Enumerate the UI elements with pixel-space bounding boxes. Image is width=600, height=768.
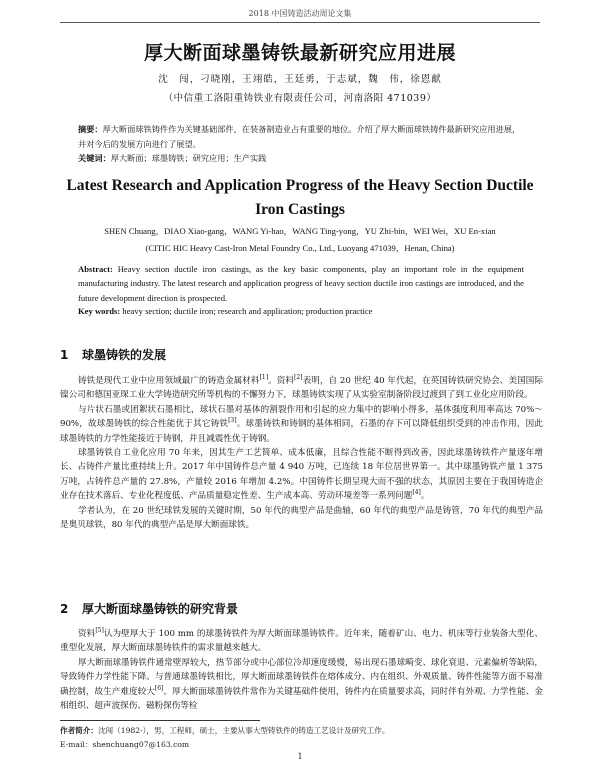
footnote-author-text: 沈闯（1982-），男，工程师，硕士，主要从事大型铸铁件的铸造工艺设计及研究工作。	[97, 726, 390, 735]
text-run: 。	[420, 491, 430, 502]
text-run: 。资料	[268, 376, 295, 386]
citation: [6]	[154, 684, 164, 692]
section-2-body	[60, 627, 543, 713]
email-link[interactable]: shenchuang07@163.com	[92, 740, 190, 749]
section-2-paragraph	[60, 627, 543, 656]
section-1-paragraph	[60, 504, 543, 533]
section-2-number: 2	[60, 602, 69, 616]
abstract-cn-text: 厚大断面球铁铸件作为关键基础部件，在装备制造业占有重要的地位。介绍了厚大断面球铁铸件最新研究应用进展，并对今后的发展方向进行了展望。	[78, 124, 521, 149]
section-1-title: 球墨铸铁的发展	[82, 348, 167, 362]
abstract-english	[78, 262, 524, 305]
title-english: Latest Research and Application Progress of the Heavy Section Ductile Iron Castings	[66, 177, 534, 218]
affiliation-english: (CITIC HIC Heavy Cast-Iron Metal Foundry Co., Ltd., Luoyang 471039，Henan, China)	[145, 243, 455, 253]
keywords-chinese	[78, 153, 524, 164]
abstract-en-label: Abstract:	[78, 264, 113, 274]
authors-chinese: 沈 闯，刁晓刚，王翊皓，王廷勇，于志斌，魏 伟，徐恩献	[158, 74, 442, 85]
text-run: 表明，自 20 世纪 40 年代起，在英国铸铁研究协会、美国国际镍公司和德国亚琛工业大学铸造研究所等机构的不懈努力下，球墨铸铁实现了从实验室制备阶段过渡到了到工业化应用阶段。	[60, 376, 543, 401]
text-run: 铸铁是现代工业中应用领域最广的铸造金属材料	[78, 376, 260, 386]
abstract-en-text: Heavy section ductile iron castings, as the key basic components, play an important role in the equipment manufacturing industry. The latest research and application progress of heavy section ductile iron castings are introduced, and the future development direction is prospected.	[78, 264, 524, 303]
keywords-en-label: Key words:	[78, 306, 121, 316]
text-run: 厚大断面球墨铸铁件通常壁厚较大，热节部分或中心部位冷却速度缓慢，易出现石墨球畸变、球化衰退、元素偏析等缺陷，导致铸件力学性能下降。与普通球墨铸铁相比，厚大断面球墨铸铁件在熔体成分、内在组织、外观质量、铸件性能等方面不易准确控制，故生产难度较大	[60, 657, 543, 697]
page-number: 1	[297, 752, 303, 761]
abstract-chinese	[78, 122, 524, 152]
text-run: 。厚大断面球墨铸铁件常作为关键基础件使用，铸件内在质量要求高，同时伴有外观、力学性能、金相组织、超声波探伤、磁粉探伤等检	[60, 686, 543, 712]
text-run: 球墨铸铁自工业化应用 70 年来，因其生产工艺简单、成本低廉，且综合性能不断得到改善，因此球墨铸铁件产量逐年增长、占铸件产量比重持续上升。2017 年中国铸件总产量 4 940 万吨，已连续 18 年位居世界第一。其中球墨铸铁产量 1 375 万吨，占铸件总产量的 27.8%，产量较 2016 年增加 4.2%。中国铸件长期呈现大而不强的状态，其原因主要在于我国铸造企业存在技术落后、专业化程度低、产品质量稳定性差、生产成本高、劳动环境差等一系列问题	[60, 448, 543, 502]
running-header: 2018 中国铸造活动周论文集	[248, 9, 352, 18]
keywords-english	[78, 306, 524, 316]
section-1-paragraph	[60, 374, 543, 403]
keywords-cn-text: 厚大断面；球墨铸铁；研究应用；生产实践	[110, 153, 267, 163]
authors-english: SHEN Chuang，DIAO Xiao-gang，WANG Yi-hao，WANG Ting-yong，YU Zhi-bin，WEI Wei，XU En-xian	[104, 226, 496, 236]
text-run: 与片状石墨或团絮状石墨相比，球状石墨对基体的割裂作用和引起的应力集中的影响小得多，基体强度利用率高达 70%～90%，故球墨铸铁的综合性能优于其它铸铁	[60, 404, 543, 430]
text-run: 。球墨铸铁和铸钢的基体相同，石墨的存下可以降低组织受到的冲击作用，因此球墨铸铁的力学性能接近于铸钢，并且减震性优于铸钢。	[60, 419, 543, 444]
section-2-heading	[60, 600, 238, 617]
affiliation-chinese: （中信重工洛阳重铸铁业有限责任公司，河南洛阳 471039）	[163, 93, 437, 104]
keywords-en-text: heavy section; ductile iron; research and application; production practice	[120, 306, 373, 316]
keywords-cn-label: 关键词：	[78, 153, 111, 163]
citation: [1]	[259, 374, 269, 382]
citation: [5]	[95, 627, 104, 635]
title-chinese: 厚大断面球墨铸铁最新研究应用进展	[143, 42, 456, 64]
header-rule	[60, 22, 540, 23]
citation: [4]	[412, 489, 421, 497]
footnote-email-label: E-mail：	[60, 740, 93, 749]
section-1-body	[60, 374, 543, 532]
footnote-author-label: 作者简介：	[60, 726, 98, 735]
section-2-title: 厚大断面球墨铸铁的研究背景	[82, 602, 239, 616]
text-run: 资料	[78, 629, 96, 639]
text-run: 认为壁厚大于 100 mm 的球墨铸铁件为厚大断面球墨铸铁件。近年来，随着矿山、电力、机床等行业装备大型化、重型化发展，厚大断面球墨铸铁件的需求量越来越大。	[60, 629, 543, 654]
footnote-email	[60, 739, 189, 750]
section-1-heading	[60, 346, 166, 363]
footnote-author	[60, 725, 389, 736]
section-2-paragraph	[60, 656, 543, 714]
footnote-rule	[60, 720, 260, 721]
citation: [2]	[294, 374, 303, 382]
section-1-paragraph	[60, 403, 543, 446]
section-1-paragraph	[60, 446, 543, 504]
section-1-number: 1	[60, 348, 69, 362]
text-run: 学者认为，在 20 世纪球铁发展的关键时期，50 年代的典型产品是曲轴，60 年代的典型产品是铸管，70 年代的典型产品是奥贝球铁，80 年代的典型产品是厚大断面球铁。	[60, 505, 543, 531]
citation: [3]	[228, 417, 237, 425]
abstract-cn-label: 摘要：	[78, 124, 103, 134]
